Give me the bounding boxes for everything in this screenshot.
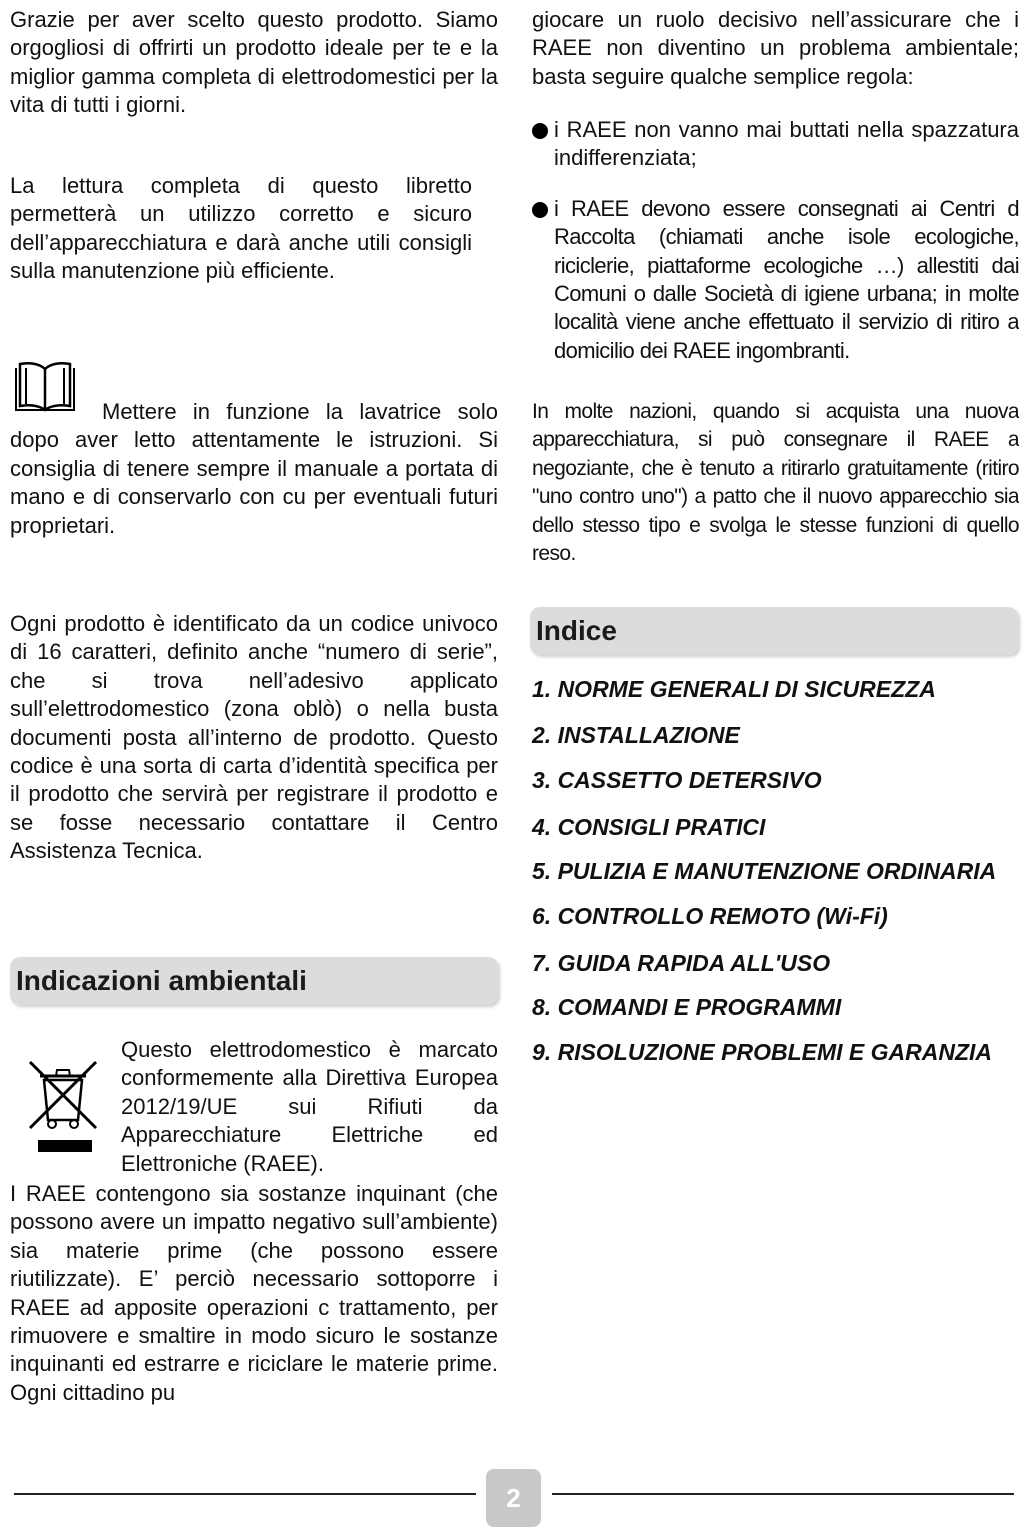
weee-continued-paragraph: giocare un ruolo decisivo nell’assicurare che i RAEE non diventino un problema ambientale; basta seguire qualche semplice regola: <box>532 7 1019 89</box>
list-item: i RAEE devono essere consegnati ai Centri d Raccolta (chiamati anche isole ecologiche, riciclerie, piattaforme ecologiche …) allestiti dai Comuni o dalle Società di igiene urbana; in molte località viene anche effettuato il servizio di ritiro a domicilio dei RAEE ingombranti. <box>532 195 1019 365</box>
toc-item[interactable]: 3. CASSETTO DETERSIVO <box>532 767 822 793</box>
intro-paragraph: Grazie per aver scelto questo prodotto. Siamo orgogliosi di offrirti un prodotto ideale per te e la miglior gamma completa di elettrodomestici per la vita di tutti i giorni. <box>10 7 498 118</box>
environment-heading-text: Indicazioni ambientali <box>16 965 307 996</box>
open-book-icon <box>12 360 78 414</box>
manual-note-paragraph: Mettere in funzione la lavatrice solo dopo aver letto attentamente le istruzioni. Si consiglia di tenere sempre il manuale a portata di mano e di conservarlo con cu per eventuali futuri proprietari. <box>10 399 498 538</box>
toc-item[interactable]: 6. CONTROLLO REMOTO (Wi-Fi) <box>532 903 888 929</box>
page-number: 2 <box>486 1469 541 1527</box>
toc-item[interactable]: 8. COMANDI E PROGRAMMI <box>532 994 842 1020</box>
index-heading-text: Indice <box>536 615 617 646</box>
toc-item[interactable]: 1. NORME GENERALI DI SICUREZZA <box>532 676 936 702</box>
index-section-heading <box>530 607 1018 655</box>
list-item: i RAEE non vanno mai buttati nella spazzatura indifferenziata; <box>532 116 1019 173</box>
weee-rules-list <box>532 116 1019 365</box>
bullet-icon <box>532 202 548 218</box>
footer-rule-right <box>552 1493 1014 1495</box>
toc-item[interactable]: 2. INSTALLAZIONE <box>532 722 740 748</box>
return-policy-paragraph: In molte nazioni, quando si acquista una nuova apparecchiatura, si può consegnare il RAEE a negoziante, che è tenuto a ritirarlo gratuitamente (ritiro "uno contro uno") a patto che il nuovo apparecchio sia dello stesso tipo e svolga le stesse funzioni di quello reso. <box>532 400 1019 566</box>
footer-rule-left <box>14 1493 476 1495</box>
environment-section-heading <box>10 957 498 1005</box>
serial-number-paragraph: Ogni prodotto è identificato da un codice univoco di 16 caratteri, definito anche “numero di serie”, che si trova nell’adesivo applicato sull’elettrodomestico (zona oblò) o nella busta documenti posta all’interno de prodotto. Questo codice è una sorta di carta d’identità specifica per il prodotto che servirà per registrare il prodotto e se fosse necessario contattare il Centro Assistenza Tecnica. <box>10 611 498 864</box>
bullet-icon <box>532 123 548 139</box>
toc-item[interactable]: 5. PULIZIA E MANUTENZIONE ORDINARIA <box>532 858 997 884</box>
crossed-bin-icon <box>26 1058 100 1156</box>
toc-item[interactable]: 9. RISOLUZIONE PROBLEMI E GARANZIA <box>532 1039 993 1065</box>
weee-info-paragraph: I RAEE contengono sia sostanze inquinant (che possono avere un impatto negativo sull’ambiente) sia materie prime (che possono essere riutilizzate). E’ perciò necessario sottoporre i RAEE ad apposite operazioni c trattamento, per rimuovere e smaltire in modo sicuro le sostanze inquinanti ed estrarre e riciclare le materie prime. Ogni cittadino pu <box>10 1181 498 1405</box>
toc-item[interactable]: 7. GUIDA RAPIDA ALL'USO <box>532 950 831 976</box>
weee-directive-paragraph: Questo elettrodomestico è marcato conformemente alla Direttiva Europea 2012/19/UE sui Rifiuti da Apparecchiature Elettriche ed Elettroniche (RAEE). <box>121 1037 498 1176</box>
right-column <box>532 0 1019 1420</box>
toc-item[interactable]: 4. CONSIGLI PRATICI <box>532 814 766 840</box>
reading-paragraph: La lettura completa di questo libretto permetterà un utilizzo corretto e sicuro dell’apparecchiatura e darà anche utili consigli sulla manutenzione più efficiente. <box>10 173 472 284</box>
left-column <box>10 0 498 1420</box>
